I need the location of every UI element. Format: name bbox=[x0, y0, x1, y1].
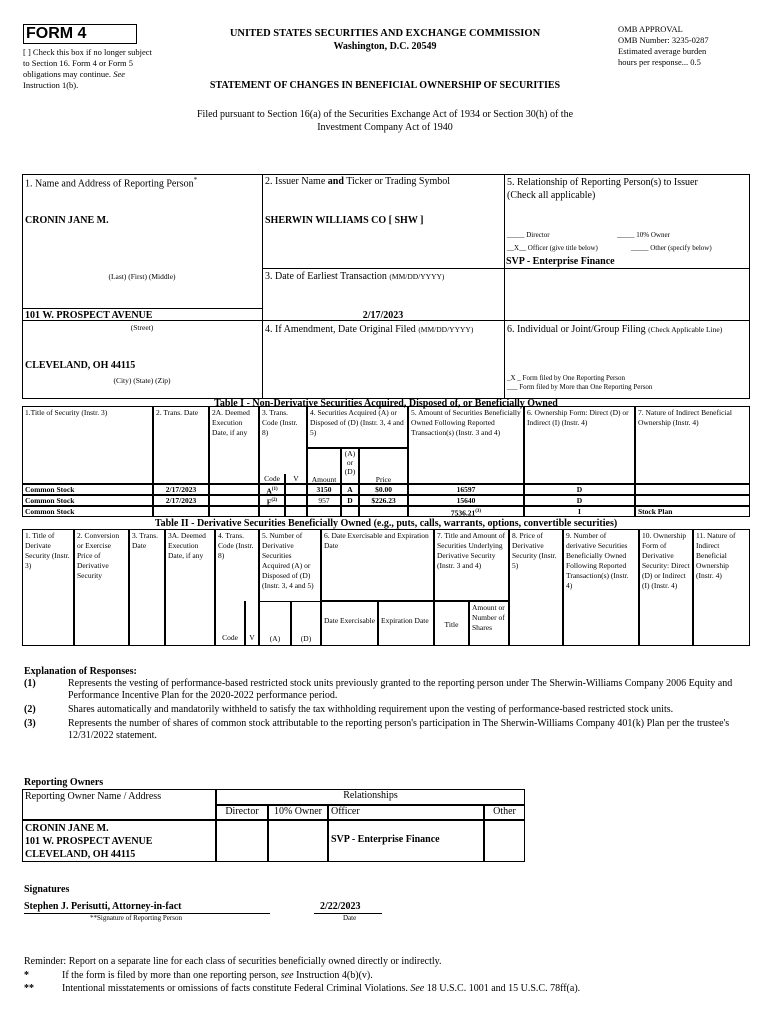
cell-nature bbox=[635, 495, 750, 506]
t1-h2: 2. Trans. Date bbox=[153, 406, 209, 484]
director-checkbox[interactable]: _____ Director bbox=[507, 231, 550, 239]
owners-col-ten: 10% Owner bbox=[268, 805, 328, 820]
cell-form: I bbox=[524, 506, 635, 517]
explanation-heading: Explanation of Responses: bbox=[24, 666, 137, 677]
t2-sub-d: (D) bbox=[291, 601, 321, 646]
t2-h2: 2. Conversion or Exercise Price of Derivative Security bbox=[74, 529, 129, 646]
owners-col-rel: Relationships bbox=[216, 789, 525, 805]
officer-title: SVP - Enterprise Finance bbox=[506, 256, 615, 267]
signer-sub-label: **Signature of Reporting Person bbox=[90, 914, 182, 922]
t2-sub-a: (A) bbox=[259, 601, 291, 646]
owners-col-name: Reporting Owner Name / Address bbox=[22, 789, 216, 820]
box2-label: 2. Issuer Name and Ticker or Trading Symbol bbox=[265, 176, 451, 187]
owner-other-cell bbox=[484, 820, 525, 862]
cell-amount: 957 bbox=[307, 495, 341, 506]
cell-code: $A^{(1)}$ bbox=[259, 484, 285, 495]
cell-date: 2/17/2023 bbox=[153, 495, 209, 506]
cell-price: $226.23 bbox=[359, 495, 408, 506]
t1-h6: 6. Ownership Form: Direct (D) or Indirect (I) (Instr. 4) bbox=[524, 406, 635, 484]
table2 bbox=[22, 529, 750, 647]
omb-line3: Estimated average burden bbox=[618, 46, 707, 56]
filed-pursuant bbox=[120, 108, 650, 134]
owner-name: CRONIN JANE M. bbox=[25, 823, 109, 834]
owner-street: 101 W. PROSPECT AVENUE bbox=[25, 836, 153, 847]
t1-h4: 4. Securities Acquired (A) or Disposed of (D) (Instr. 3, 4 and 5) bbox=[307, 406, 408, 448]
t2-h9: 9. Number of derivative Securities Beneficially Owned Following Reported Transaction(s) (Instr. 4) bbox=[563, 529, 639, 646]
t1-sub-amount: Amount bbox=[307, 448, 341, 484]
signatures-heading: Signatures bbox=[24, 884, 70, 895]
t2-sub-amount: Amount or Number of Shares bbox=[469, 601, 509, 646]
table-row bbox=[22, 484, 750, 495]
agency-line1: UNITED STATES SECURITIES AND EXCHANGE COMMISSION bbox=[229, 28, 541, 39]
owners-table bbox=[22, 789, 525, 862]
owner-director-cell bbox=[216, 820, 268, 862]
t1-h5: 5. Amount of Securities Beneficially Owned Following Reported Transaction(s) (Instr. 3 and 4) bbox=[408, 406, 524, 484]
cell-title: Common Stock bbox=[22, 484, 153, 495]
t2-h6: 6. Date Exercisable and Expiration Date bbox=[321, 529, 434, 601]
box3-label: 3. Date of Earliest Transaction (MM/DD/YYYY) bbox=[265, 271, 445, 282]
footnote-star2: Intentional misstatements or omissions of facts constitute Federal Criminal Violations. See 18 U.S.C. 1001 and 15 U.S.C. 78ff(a). bbox=[62, 983, 581, 994]
issuer-name: SHERWIN WILLIAMS CO [ SHW ] bbox=[265, 215, 424, 226]
filed-line1: Filed pursuant to Section 16(a) of the Securities Exchange Act of 1934 or Section 30(h) of the bbox=[196, 109, 574, 120]
filed-line2: Investment Company Act of 1940 bbox=[317, 122, 453, 133]
cell-price: $0.00 bbox=[359, 484, 408, 495]
omb-approval bbox=[618, 24, 763, 68]
owner-officer-cell: SVP - Enterprise Finance bbox=[328, 820, 484, 862]
cell-deemed bbox=[209, 484, 259, 495]
check-box-see: See bbox=[113, 69, 125, 79]
cell-ad: A bbox=[341, 484, 359, 495]
city-sub-label: (City) (State) (Zip) bbox=[113, 376, 171, 385]
cell-owned: 15640 bbox=[408, 495, 524, 506]
box5-label: 5. Relationship of Reporting Person(s) to Issuer (Check all applicable) bbox=[507, 177, 698, 201]
t1-h2a: 2A. Deemed Execution Date, if any bbox=[209, 406, 259, 484]
signer-name: Stephen J. Perisutti, Attorney-in-fact bbox=[24, 901, 182, 912]
cell-date: 2/17/2023 bbox=[153, 484, 209, 495]
street-sub-label: (Street) bbox=[130, 323, 154, 332]
owner-address bbox=[22, 820, 216, 862]
owners-col-other: Other bbox=[484, 805, 525, 820]
statement-title: STATEMENT OF CHANGES IN BENEFICIAL OWNERSHIP OF SECURITIES bbox=[209, 80, 561, 91]
cell-ad: D bbox=[341, 495, 359, 506]
cell-owned: 7536.21$^{(3)}$ bbox=[408, 506, 524, 517]
t2-h3a: 3A. Deemed Execution Date, if any bbox=[165, 529, 215, 646]
cell-v bbox=[285, 495, 307, 506]
cell-amount: 3150 bbox=[307, 484, 341, 495]
owners-heading: Reporting Owners bbox=[24, 777, 104, 788]
omb-line1: OMB APPROVAL bbox=[618, 24, 683, 34]
multiple-reporting-persons-option[interactable]: ___ Form filed by More than One Reporting Person bbox=[507, 383, 653, 391]
agency-line2: Washington, D.C. 20549 bbox=[333, 41, 437, 52]
box4-label: 4. If Amendment, Date Original Filed (MM/DD/YYYY) bbox=[265, 324, 474, 335]
name-sub-label: (Last) (First) (Middle) bbox=[108, 272, 176, 281]
cell-date bbox=[153, 506, 209, 517]
t2-h10: 10. Ownership Form of Derivative Security: Direct (D) or Indirect (I) (Instr. 4) bbox=[639, 529, 693, 646]
t2-h8: 8. Price of Derivative Security (Instr. 5) bbox=[509, 529, 563, 646]
ten-pct-owner-checkbox[interactable]: _____ 10% Owner bbox=[617, 231, 670, 239]
t1-sub-code: Code bbox=[259, 474, 285, 484]
footnote: (1) Represents the vesting of performance-based restricted stock units previously granted to the reporting person under The Sherwin-Williams Company 2006 Equity and Performance Incentive Plan for the 2020-2022 performance period. bbox=[24, 678, 733, 701]
t2-h7: 7. Title and Amount of Securities Underlying Derivative Security (Instr. 3 and 4) bbox=[434, 529, 509, 601]
t2-h4: 4. Trans. Code (Instr. 8) bbox=[215, 529, 259, 646]
t2-sub-title: Title bbox=[434, 601, 469, 646]
owner-ten-cell bbox=[268, 820, 328, 862]
footnote-star2-mark: ** bbox=[24, 983, 34, 994]
reporting-person-name: CRONIN JANE M. bbox=[25, 215, 109, 226]
cell-ad bbox=[341, 506, 359, 517]
cell-v bbox=[285, 484, 307, 495]
t1-sub-v: V bbox=[285, 474, 307, 484]
table-row bbox=[22, 495, 750, 506]
check-box-instr: Instruction 1(b). bbox=[23, 80, 79, 90]
earliest-transaction-date: 2/17/2023 bbox=[362, 310, 404, 321]
cell-code: $F^{(2)}$ bbox=[259, 495, 285, 506]
cell-title: Common Stock bbox=[22, 506, 153, 517]
table1 bbox=[22, 406, 750, 516]
footnote-star1: If the form is filed by more than one reporting person, see Instruction 4(b)(v). bbox=[62, 970, 373, 981]
omb-line4: hours per response... 0.5 bbox=[618, 57, 701, 67]
t2-sub-v: V bbox=[245, 601, 259, 646]
footnote-star1-mark: * bbox=[24, 970, 29, 981]
owners-col-officer: Officer bbox=[328, 805, 484, 820]
t1-sub-price: Price bbox=[359, 448, 408, 484]
reminder: Reminder: Report on a separate line for each class of securities beneficially owned directly or indirectly. bbox=[24, 956, 442, 967]
form-label: FORM 4 bbox=[23, 24, 137, 44]
cell-form: D bbox=[524, 484, 635, 495]
cell-owned: 16597 bbox=[408, 484, 524, 495]
cell-nature bbox=[635, 484, 750, 495]
table2-title: Table II - Derivative Securities Beneficially Owned (e.g., puts, calls, warrants, options, convertible securities) bbox=[154, 518, 618, 529]
signature-date: 2/22/2023 bbox=[320, 901, 361, 912]
omb-line2: OMB Number: 3235-0287 bbox=[618, 35, 709, 45]
one-reporting-person-option[interactable]: _X _ Form filed by One Reporting Person bbox=[507, 374, 626, 382]
cell-deemed bbox=[209, 506, 259, 517]
t2-h11: 11. Nature of Indirect Beneficial Ownership (Instr. 4) bbox=[693, 529, 750, 646]
footnote: (3) Represents the number of shares of common stock attributable to the reporting person's participation in The Sherwin-Williams Company 401(k) Plan per the trustee's 12/31/2022 statement. bbox=[24, 718, 730, 741]
other-checkbox[interactable]: _____ Other (specify below) bbox=[631, 244, 712, 252]
footnote: (2) Shares automatically and mandatorily withheld to satisfy the tax withholding requirement upon the vesting of performance-based restricted stock units. bbox=[24, 704, 674, 715]
t2-sub-date-ex: Date Exercisable bbox=[321, 601, 378, 646]
owner-city: CLEVELAND, OH 44115 bbox=[25, 849, 136, 860]
check-box-text[interactable]: [ ] Check this box if no longer subject to Section 16. Form 4 or Form 5 obligations may continue. bbox=[23, 47, 152, 79]
t2-h3: 3. Trans. Date bbox=[129, 529, 165, 646]
cell-code bbox=[259, 506, 285, 517]
cell-amount bbox=[307, 506, 341, 517]
t1-h7: 7. Nature of Indirect Beneficial Ownership (Instr. 4) bbox=[635, 406, 750, 484]
cell-deemed bbox=[209, 495, 259, 506]
box1-label: 1. Name and Address of Reporting Person* bbox=[25, 176, 198, 190]
check-box-note bbox=[23, 47, 153, 91]
cell-nature: Stock Plan bbox=[635, 506, 750, 517]
reporting-person-street: 101 W. PROSPECT AVENUE bbox=[25, 310, 153, 321]
cell-title: Common Stock bbox=[22, 495, 153, 506]
explanation-notes bbox=[24, 678, 746, 742]
owners-col-director: Director bbox=[216, 805, 268, 820]
t2-sub-exp: Expiration Date bbox=[378, 601, 434, 646]
t1-h3: 3. Trans. Code (Instr. 8) bbox=[259, 406, 307, 484]
officer-checkbox[interactable]: __X__ Officer (give title below) bbox=[507, 244, 598, 252]
cell-price bbox=[359, 506, 408, 517]
box6-label: 6. Individual or Joint/Group Filing (Check Applicable Line) bbox=[507, 324, 723, 335]
cell-form: D bbox=[524, 495, 635, 506]
t2-h5: 5. Number of Derivative Securities Acquired (A) or Disposed of (D) (Instr. 3, 4 and 5) bbox=[259, 529, 321, 646]
t1-sub-ad: (A) or (D) bbox=[341, 448, 359, 484]
cell-v bbox=[285, 506, 307, 517]
table1-title: Table I - Non-Derivative Securities Acquired, Disposed of, or Beneficially Owned bbox=[214, 398, 558, 409]
date-sub-label: Date bbox=[343, 914, 357, 922]
t2-h1: 1. Title of Derivate Security (Instr. 3) bbox=[22, 529, 74, 646]
reporting-person-city: CLEVELAND, OH 44115 bbox=[25, 360, 136, 371]
t1-h1: 1.Title of Security (Instr. 3) bbox=[22, 406, 153, 484]
t2-sub-code: Code bbox=[215, 601, 245, 646]
table-row bbox=[22, 506, 750, 517]
